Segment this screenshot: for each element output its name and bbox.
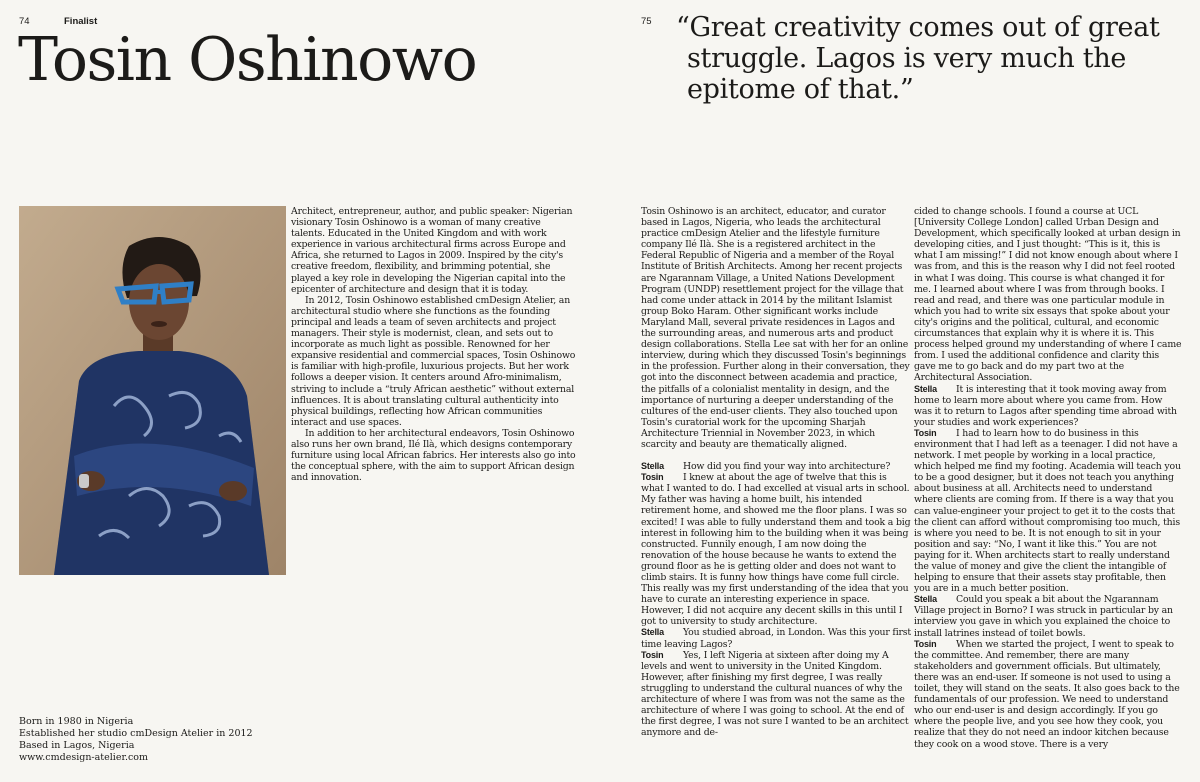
bio-column (291, 206, 577, 483)
qa-text: When we started the project, I went to speak to the committee. And remember, there are many stakeholders and government officials. But ultimately, there was an end-user. If someone is not used to using a toilet, they will stand on the seats. It also goes back to the fundamentals of our profession. We need to understand who our end-user is and design accordingly. If you go where the people live, and you see how they cook, you realize that they do not need an indoor kitchen because they cook on a wood stove. There is a very (914, 638, 1180, 750)
qa-text: Yes, I left Nigeria at sixteen after doing my A levels and went to university in the United Kingdom. However, after finishing my first degree, I was really struggling to understand the cultural nuances of why the architecture of where I was from was not the same as the architecture of where I was going to school. At the end of the first degree, I was not sure I wanted to be an architect anymore and de- (641, 649, 909, 739)
speaker-label: Tosin (914, 427, 937, 438)
fact-location: Based in Lagos, Nigeria (19, 740, 135, 751)
fact-birth: Born in 1980 in Nigeria (19, 716, 134, 727)
qa-text: You studied abroad, in London. Was this your first time leaving Lagos? (641, 627, 911, 650)
quote-line: epitome of that.” (687, 74, 914, 105)
fact-studio: Established her studio cmDesign Atelier in 2012 (19, 728, 253, 739)
qa-entry (914, 639, 1182, 750)
qa-entry (914, 594, 1182, 638)
qa-entry (641, 472, 911, 627)
speaker-label: Tosin (641, 649, 664, 660)
quote-line: struggle. Lagos is very much the (687, 43, 1127, 74)
speaker-label: Stella (641, 627, 664, 638)
bio-paragraph: In 2012, Tosin Oshinowo established cmDesign Atelier, an architectural studio where she functions as the founding principal and leads a team of seven architects and project managers. Their style is modernist, clean, and sets out to incorporate as much light as possible. Renowned for her expansive residential and commercial spaces, Tosin Oshinowo is familiar with high-profile, luxurious projects. But her work follows a deeper vision. It centers around Afro-minimalism, striving to include a “truly African aesthetic” without external influences. It is about translating cultural authenticity into physical buildings, reflecting how African communities interact and use spaces. (291, 294, 576, 428)
quote-line: “Great creativity comes out of great (676, 12, 1160, 43)
bio-paragraph: Architect, entrepreneur, author, and public speaker: Nigerian visionary Tosin Oshinowo is a woman of many creative talents. Educated in the United Kingdom and with work experience in various architectural firms across Europe and Africa, she returned to Lagos in 2009. Inspired by the city's creative freedom, flexibility, and brimming potential, she played a key role in developing the Nigerian capital into the epicenter of architecture and design that it is today. (291, 206, 573, 295)
qa-entry (914, 384, 1182, 428)
pull-quote (676, 12, 1196, 105)
speaker-label: Tosin (914, 638, 937, 649)
page-title: Tosin Oshinowo (18, 25, 477, 95)
qa-entry (914, 428, 1182, 594)
right-page-number: 75 (641, 16, 652, 27)
qa-entry (641, 461, 911, 472)
section-label: Finalist (64, 16, 98, 27)
qa-entry (641, 627, 911, 649)
fact-website: www.cmdesign-atelier.com (19, 752, 149, 763)
interview-continuation: cided to change schools. I found a course at UCL [University College London] called Urban Design and Development, which specifically looked at urban design in developing cities, and I just thought: “This is it, this is what I am missing!” I did not know enough about where I was from, and this is the reason why I did not feel rooted in what I was doing. This course is what changed it for me. I learned about where I was from through books. I read and read, and there was one particular module in which you had to write six essays that spoke about your city's origins and the political, cultural, and economic circumstances that explain why it is where it is. This process helped ground my understanding of where I came from. I used the additional confidence and clarity this gave me to go back and do my part two at the Architectural Association. (914, 206, 1182, 384)
qa-text: It is interesting that it took moving away from home to learn more about where you came from. How was it to return to Lagos after spending time abroad with your studies and work experiences? (914, 383, 1177, 428)
speaker-label: Stella (641, 461, 664, 472)
speaker-label: Stella (914, 383, 937, 394)
qa-entry (641, 650, 911, 739)
qa-text: I knew at about the age of twelve that this is what I wanted to do. I had excelled at visual arts in school. My father was having a home built, his intended retirement home, and showed me the floor plans. I was so excited! I was able to fully understand them and took a big interest in following him to the building when it was being constructed. Funnily enough, I am now doing the renovation of the house because he wants to extend the ground floor as he is getting older and does not want to climb stairs. It is funny how things have come full circle. This really was my first understanding of the idea that you have to curate an interesting experience in space. However, I did not acquire any decent skills in this until I got to university to study architecture. (641, 472, 911, 628)
bio-paragraph: In addition to her architectural endeavors, Tosin Oshinowo also runs her own brand, Ilé Ilà, which designs contemporary furniture using local African fabrics. Her interests also go into the conceptual sphere, with the aim to support African design and innovation. (291, 427, 576, 484)
qa-exchange (641, 461, 911, 738)
qa-text: Could you speak a bit about the Ngarannam Village project in Borno? I was struck in particular by an interview you gave in which you explained the choice to install latrines instead of toilet bowls. (914, 594, 1173, 639)
interview-intro: Tosin Oshinowo is an architect, educator, and curator based in Lagos, Nigeria, who leads the architectural practice cmDesign Atelier and the lifestyle furniture company Ilé Ilà. She is a registered architect in the Federal Republic of Nigeria and a member of the Royal Institute of British Architects. Among her recent projects are Ngarannam Village, a United Nations Development Program (UNDP) resettlement project for the village that had come under attack in 2014 by the militant Islamist group Boko Haram. Other significant works include Maryland Mall, several private residences in Lagos and the surrounding areas, and numerous arts and product design collaborations. Stella Lee sat with her for an online interview, during which they discussed Tosin's beginnings in the profession. Further along in their conversation, they got into the disconnect between academia and practice, the pitfalls of a colonialist mentality in design, and the importance of nurturing a deeper understanding of the cultures of the end-user clients. They also touched upon Tosin's curatorial work for the upcoming Sharjah Architecture Triennial in November 2023, in which scarcity and beauty are thematically aligned. (641, 206, 910, 450)
interview-column-2 (914, 206, 1182, 750)
qa-text: How did you find your way into architecture? (683, 461, 891, 473)
fact-list (19, 716, 253, 764)
interview-column-1 (641, 206, 911, 738)
speaker-label: Tosin (641, 472, 664, 483)
portrait-photo (19, 206, 286, 575)
qa-text: I had to learn how to do business in this environment that I had left as a teenager. I did not have a network. I met people by working in a local practice, which helped me find my footing. Academia will teach you to be a good designer, but it does not teach you anything about business at all. Architects need to understand where clients are coming from. If there is a way that you can value-engineer your project to get it to the costs that the client can afford without compromising too much, this is where you need to be. It is not enough to sit in your position and say: “No, I want it like this.” You are not paying for it. When architects start to really understand the value of money and give the client the intangible of helping to ensure that their assets stay profitable, then you are in a much better position. (914, 427, 1181, 595)
left-page-number: 74 (19, 16, 30, 27)
speaker-label: Stella (914, 594, 937, 605)
